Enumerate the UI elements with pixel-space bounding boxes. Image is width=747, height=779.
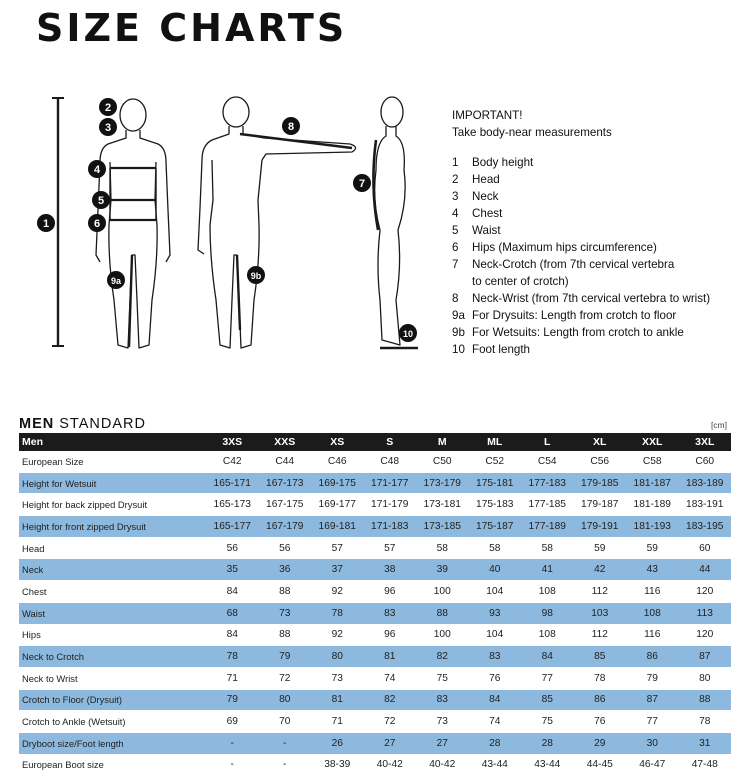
table-cell: 72 — [384, 716, 396, 728]
marker-5 — [92, 191, 110, 209]
table-cell: 179-191 — [574, 516, 627, 538]
front-figure — [93, 99, 170, 348]
important-subtitle: Take body-near measurements — [452, 126, 612, 139]
header-label: Men — [19, 433, 206, 451]
table-cell: 56 — [279, 542, 291, 554]
table-cell: 165-171 — [206, 472, 259, 494]
measurement-diagram — [30, 90, 440, 365]
row-label: Head — [22, 542, 45, 554]
table-cell: 44-45 — [586, 759, 613, 771]
table-row — [19, 754, 731, 776]
marker-7 — [353, 174, 371, 192]
legend-number: 10 — [452, 343, 465, 356]
table-cell: 60 — [699, 542, 711, 554]
legend-text: Chest — [472, 207, 503, 220]
table-cell: C56 — [590, 455, 610, 467]
table-cell: 92 — [331, 585, 343, 597]
svg-text:6: 6 — [93, 218, 101, 230]
table-cell: 79 — [259, 646, 312, 668]
legend-list — [452, 154, 742, 358]
table-cell: C42 — [222, 455, 242, 467]
marker-10 — [399, 324, 417, 342]
table-cell: 177-183 — [521, 472, 574, 494]
table-cell: 58 — [436, 542, 448, 554]
table-cell: 78 — [311, 602, 364, 624]
table-row — [19, 711, 731, 733]
legend-text: Hips (Maximum hips circumference) — [472, 241, 657, 254]
svg-text:4: 4 — [93, 164, 101, 176]
legend-text: For Wetsuits: Length from crotch to ankle — [472, 326, 684, 339]
table-cell: 81 — [364, 646, 417, 668]
table-cell: 71 — [331, 716, 343, 728]
table-cell: 82 — [364, 689, 417, 711]
table-cell: 40-42 — [429, 759, 456, 771]
legend-text: Foot length — [472, 343, 531, 356]
table-cell: 177-189 — [521, 516, 574, 538]
svg-text:8: 8 — [287, 121, 295, 133]
legend-number: 9a — [452, 309, 465, 322]
table-cell: 41 — [521, 559, 574, 581]
table-cell: 88 — [279, 585, 291, 597]
unit-label: [cm] — [710, 420, 727, 430]
table-cell: 165-173 — [213, 499, 251, 511]
table-cell: 96 — [384, 629, 396, 641]
table-cell: 70 — [279, 716, 291, 728]
legend-text: Body height — [472, 156, 534, 169]
legend-text: Neck — [472, 190, 499, 203]
row-label: Neck — [19, 559, 206, 581]
legend-number — [452, 273, 472, 290]
table-cell: - — [259, 732, 312, 754]
svg-text:5: 5 — [97, 195, 105, 207]
marker-9a — [107, 271, 125, 289]
table-cell: C58 — [642, 455, 662, 467]
table-cell: 46-47 — [639, 759, 666, 771]
table-cell: 103 — [574, 602, 627, 624]
table-row — [19, 516, 731, 538]
table-header-row — [19, 433, 731, 451]
legend-item — [452, 307, 742, 324]
table-row — [19, 602, 731, 624]
legend-item — [452, 324, 742, 341]
table-cell: 98 — [521, 602, 574, 624]
section-title: MEN STANDARD — [19, 416, 146, 432]
table-cell: 40 — [469, 559, 522, 581]
svg-text:9b: 9b — [250, 271, 262, 281]
row-label: Chest — [22, 585, 47, 597]
row-label: Crotch to Floor (Drysuit) — [19, 689, 206, 711]
table-row — [19, 689, 731, 711]
table-cell: 104 — [486, 629, 504, 641]
table-row — [19, 667, 731, 689]
measurement-legend — [452, 107, 742, 358]
men-standard-section — [19, 415, 731, 776]
table-row — [19, 646, 731, 668]
table-cell: 85 — [521, 689, 574, 711]
row-label: European Size — [22, 455, 84, 467]
table-cell: 59 — [646, 542, 658, 554]
header-size: XXL — [626, 433, 679, 451]
table-cell: 80 — [311, 646, 364, 668]
legend-text: Neck-Wrist (from 7th cervical vertebra to wrist) — [472, 292, 711, 305]
legend-text: Neck-Crotch (from 7th cervical vertebra — [472, 258, 675, 271]
table-cell: 88 — [416, 602, 469, 624]
table-cell: 108 — [626, 602, 679, 624]
table-cell: 84 — [469, 689, 522, 711]
header-size: XXS — [259, 433, 312, 451]
table-cell: 75 — [436, 672, 448, 684]
legend-item — [452, 171, 742, 188]
table-cell: 173-179 — [416, 472, 469, 494]
table-cell: 74 — [489, 716, 501, 728]
table-cell: 181-189 — [633, 499, 671, 511]
legend-number: 1 — [452, 156, 459, 169]
legend-item — [452, 188, 742, 205]
table-cell: 42 — [574, 559, 627, 581]
table-cell: 113 — [679, 602, 732, 624]
legend-text: Waist — [472, 224, 501, 237]
table-cell: 79 — [646, 672, 658, 684]
svg-text:10: 10 — [402, 329, 414, 339]
table-cell: C60 — [695, 455, 715, 467]
table-cell: 167-175 — [266, 499, 304, 511]
table-cell: 171-183 — [364, 516, 417, 538]
table-row — [19, 581, 731, 603]
table-cell: 78 — [699, 716, 711, 728]
legend-number: 7 — [452, 258, 459, 271]
header-size: 3XL — [679, 433, 732, 451]
header-size: M — [416, 433, 469, 451]
table-row — [19, 494, 731, 516]
table-cell: - — [230, 759, 234, 771]
table-cell: 37 — [311, 559, 364, 581]
table-cell: 76 — [489, 672, 501, 684]
table-cell: 38 — [364, 559, 417, 581]
table-cell: 116 — [644, 585, 661, 597]
row-label: Hips — [22, 629, 41, 641]
table-cell: 28 — [469, 732, 522, 754]
table-cell: 108 — [538, 629, 556, 641]
table-cell: 175-187 — [469, 516, 522, 538]
table-cell: 27 — [364, 732, 417, 754]
table-cell: 76 — [594, 716, 606, 728]
table-cell: - — [283, 759, 287, 771]
table-cell: 28 — [521, 732, 574, 754]
table-cell: 73 — [331, 672, 343, 684]
side-figure — [375, 97, 405, 345]
marker-3 — [99, 118, 117, 136]
table-cell: 169-181 — [311, 516, 364, 538]
legend-text: to center of crotch) — [472, 275, 569, 288]
row-label: Waist — [19, 602, 206, 624]
svg-text:3: 3 — [104, 122, 112, 134]
table-cell: 44 — [679, 559, 732, 581]
table-cell: 72 — [279, 672, 291, 684]
table-cell: 82 — [416, 646, 469, 668]
table-cell: 87 — [679, 646, 732, 668]
table-cell: 183-189 — [679, 472, 732, 494]
table-cell: 173-181 — [423, 499, 461, 511]
table-cell: C44 — [275, 455, 295, 467]
table-cell: 93 — [469, 602, 522, 624]
back-figure — [198, 97, 356, 348]
legend-item — [452, 205, 742, 222]
table-cell: 77 — [646, 716, 658, 728]
table-cell: 75 — [541, 716, 553, 728]
table-cell: 80 — [259, 689, 312, 711]
row-label: Height for back zipped Drysuit — [22, 499, 148, 511]
page-title: SIZE CHARTS — [36, 6, 348, 50]
table-cell: 116 — [644, 629, 661, 641]
table-cell: 29 — [574, 732, 627, 754]
table-cell: 96 — [384, 585, 396, 597]
table-cell: 69 — [226, 716, 238, 728]
svg-text:2: 2 — [104, 102, 112, 114]
table-cell: - — [206, 732, 259, 754]
legend-item — [452, 290, 742, 307]
table-cell: 100 — [433, 629, 451, 641]
table-cell: 27 — [416, 732, 469, 754]
table-cell: 112 — [591, 585, 608, 597]
header-size: S — [364, 433, 417, 451]
table-cell: 169-175 — [311, 472, 364, 494]
table-cell: 175-183 — [476, 499, 514, 511]
table-cell: 86 — [626, 646, 679, 668]
marker-8 — [282, 117, 300, 135]
table-row — [19, 451, 731, 472]
legend-item — [452, 256, 742, 273]
table-cell: C50 — [432, 455, 452, 467]
marker-2 — [99, 98, 117, 116]
legend-number: 3 — [452, 190, 459, 203]
table-cell: 56 — [226, 542, 238, 554]
row-label: Neck to Crotch — [19, 646, 206, 668]
table-cell: C48 — [380, 455, 400, 467]
table-row — [19, 472, 731, 494]
legend-number: 6 — [452, 241, 459, 254]
marker-1 — [37, 214, 55, 232]
table-cell: 84 — [226, 585, 238, 597]
table-cell: 173-185 — [416, 516, 469, 538]
table-cell: 38-39 — [324, 759, 351, 771]
table-cell: 85 — [574, 646, 627, 668]
table-cell: 43-44 — [534, 759, 561, 771]
header-size: XL — [574, 433, 627, 451]
legend-item — [452, 154, 742, 171]
table-cell: 47-48 — [691, 759, 718, 771]
table-cell: 83 — [469, 646, 522, 668]
header-size: 3XS — [206, 433, 259, 451]
legend-text: Head — [472, 173, 500, 186]
table-cell: 84 — [226, 629, 238, 641]
table-row — [19, 624, 731, 646]
table-row — [19, 732, 731, 754]
table-cell: 31 — [679, 732, 732, 754]
table-cell: 57 — [384, 542, 396, 554]
table-cell: 83 — [364, 602, 417, 624]
table-cell: 81 — [311, 689, 364, 711]
table-cell: 78 — [206, 646, 259, 668]
table-cell: 100 — [433, 585, 451, 597]
table-cell: 112 — [591, 629, 608, 641]
table-cell: 77 — [541, 672, 553, 684]
row-label: Crotch to Ankle (Wetsuit) — [22, 716, 126, 728]
row-label: Neck to Wrist — [22, 672, 78, 684]
table-cell: 43 — [626, 559, 679, 581]
table-cell: 171-179 — [371, 499, 409, 511]
svg-text:1: 1 — [42, 218, 50, 230]
table-cell: 59 — [594, 542, 606, 554]
table-cell: C52 — [485, 455, 505, 467]
table-cell: 58 — [489, 542, 501, 554]
table-cell: 58 — [541, 542, 553, 554]
table-cell: 26 — [311, 732, 364, 754]
table-cell: 73 — [436, 716, 448, 728]
legend-item — [452, 273, 742, 290]
table-cell: 87 — [626, 689, 679, 711]
important-note: IMPORTANT! — [452, 109, 523, 122]
table-cell: 83 — [416, 689, 469, 711]
table-cell: 71 — [226, 672, 238, 684]
table-cell: C46 — [327, 455, 347, 467]
table-cell: C54 — [537, 455, 557, 467]
header-size: XS — [311, 433, 364, 451]
table-cell: 165-177 — [206, 516, 259, 538]
table-cell: 73 — [259, 602, 312, 624]
table-cell: 177-185 — [528, 499, 566, 511]
table-cell: 79 — [206, 689, 259, 711]
table-cell: 88 — [279, 629, 291, 641]
legend-item — [452, 341, 742, 358]
marker-4 — [88, 160, 106, 178]
marker-9b — [247, 266, 265, 284]
legend-item — [452, 222, 742, 239]
legend-number: 2 — [452, 173, 459, 186]
table-cell: 108 — [538, 585, 556, 597]
header-size: L — [521, 433, 574, 451]
table-cell: 169-177 — [318, 499, 356, 511]
table-cell: 86 — [574, 689, 627, 711]
row-label: Height for Wetsuit — [19, 472, 206, 494]
table-cell: 167-179 — [259, 516, 312, 538]
legend-number: 5 — [452, 224, 459, 237]
table-cell: 84 — [521, 646, 574, 668]
table-cell: 40-42 — [376, 759, 403, 771]
table-cell: 104 — [486, 585, 504, 597]
table-cell: 68 — [206, 602, 259, 624]
table-cell: 183-191 — [686, 499, 724, 511]
legend-number: 9b — [452, 326, 465, 339]
table-cell: 175-181 — [469, 472, 522, 494]
legend-number: 4 — [452, 207, 459, 220]
table-cell: 171-177 — [364, 472, 417, 494]
row-label: European Boot size — [22, 759, 104, 771]
table-cell: 35 — [206, 559, 259, 581]
row-label: Height for front zipped Drysuit — [19, 516, 206, 538]
table-cell: 181-193 — [626, 516, 679, 538]
legend-number: 8 — [452, 292, 459, 305]
table-row — [19, 537, 731, 559]
table-cell: 167-173 — [259, 472, 312, 494]
table-cell: 179-185 — [574, 472, 627, 494]
legend-text: For Drysuits: Length from crotch to floor — [472, 309, 677, 322]
table-cell: 183-195 — [679, 516, 732, 538]
table-cell: 43-44 — [481, 759, 508, 771]
table-cell: 92 — [331, 629, 343, 641]
table-cell: 88 — [679, 689, 732, 711]
table-cell: 120 — [696, 585, 714, 597]
table-cell: 181-187 — [626, 472, 679, 494]
row-label: Dryboot size/Foot length — [19, 732, 206, 754]
table-cell: 179-187 — [581, 499, 619, 511]
table-cell: 39 — [416, 559, 469, 581]
table-cell: 30 — [626, 732, 679, 754]
table-cell: 120 — [696, 629, 714, 641]
svg-text:7: 7 — [358, 178, 366, 190]
svg-text:9a: 9a — [110, 276, 122, 286]
legend-item — [452, 239, 742, 256]
table-cell: 57 — [331, 542, 343, 554]
marker-6 — [88, 214, 106, 232]
table-cell: 80 — [699, 672, 711, 684]
header-size: ML — [469, 433, 522, 451]
table-cell: 74 — [384, 672, 396, 684]
size-table — [19, 433, 731, 776]
table-cell: 78 — [594, 672, 606, 684]
table-cell: 36 — [259, 559, 312, 581]
table-row — [19, 559, 731, 581]
